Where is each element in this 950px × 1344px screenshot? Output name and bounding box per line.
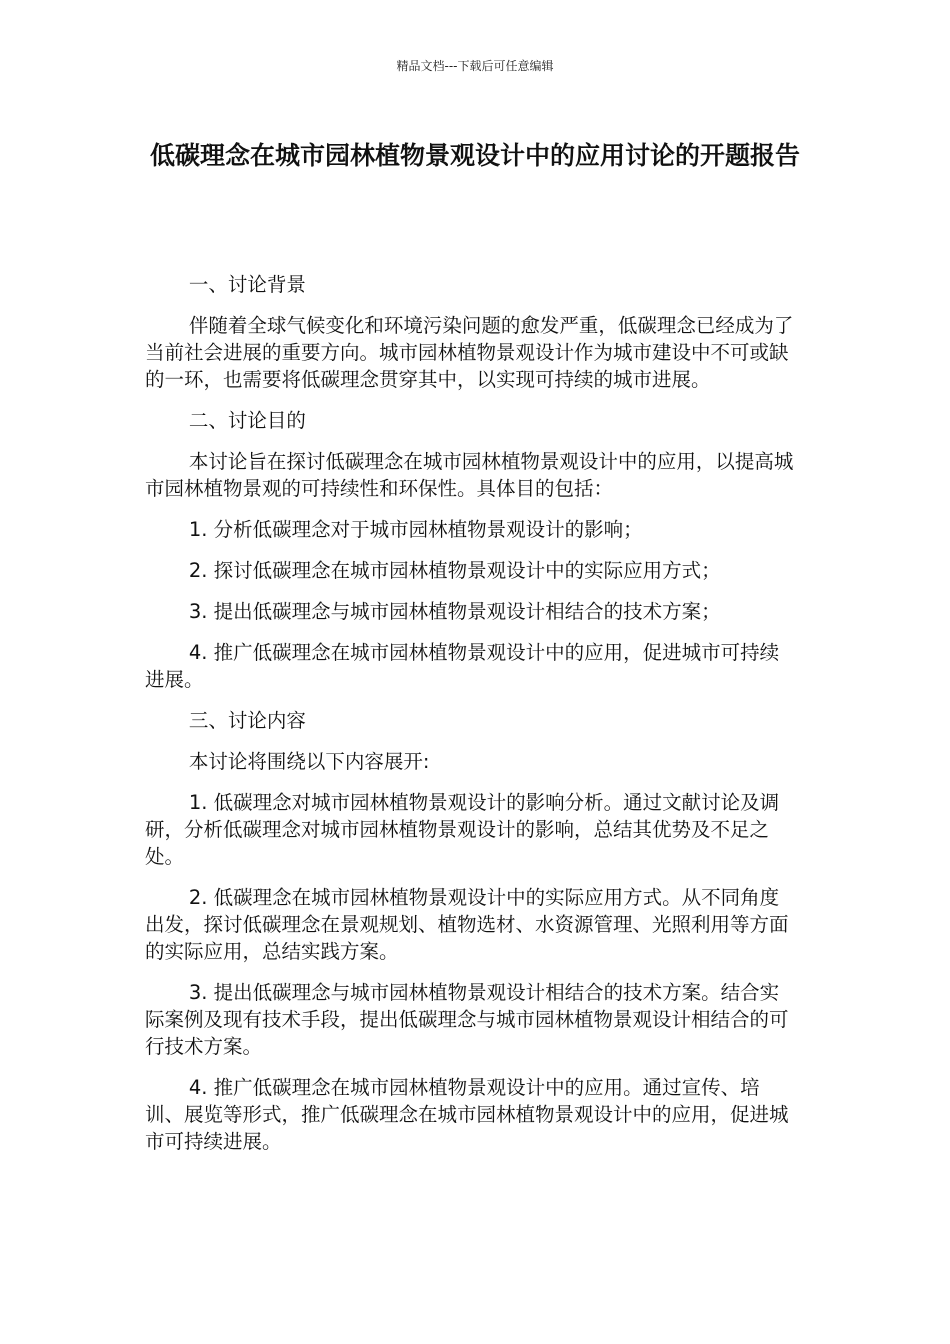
list-item-content-1: 1. 低碳理念对城市园林植物景观设计的影响分析。通过文献讨论及调研，分析低碳理念对城市园林植物景观设计的影响，总结其优势及不足之处。: [145, 791, 780, 868]
paragraph-background: 伴随着全球气候变化和环境污染问题的愈发严重，低碳理念已经成为了当前社会进展的重要方向。城市园林植物景观设计作为城市建设中不可或缺的一环，也需要将低碳理念贯穿其中，以实现可持续的城市进展。: [145, 314, 794, 391]
list-item-purpose-4: 4. 推广低碳理念在城市园林植物景观设计中的应用，促进城市可持续进展。: [145, 641, 780, 691]
document-body: [145, 271, 795, 1169]
section-heading-background: 一、讨论背景: [188, 273, 306, 296]
list-item-purpose-1: 1. 分析低碳理念对于城市园林植物景观设计的影响；: [188, 518, 643, 541]
list-item-purpose-2: 2. 探讨低碳理念在城市园林植物景观设计中的实际应用方式；: [188, 559, 721, 582]
paragraph-content-intro: 本讨论将围绕以下内容展开:: [188, 750, 430, 773]
list-item-content-4: 4. 推广低碳理念在城市园林植物景观设计中的应用。通过宣传、培训、展览等形式，推广低碳理念在城市园林植物景观设计中的应用，促进城市可持续进展。: [145, 1076, 789, 1153]
list-item-purpose-3: 3. 提出低碳理念与城市园林植物景观设计相结合的技术方案；: [188, 600, 721, 623]
section-heading-purpose: 二、讨论目的: [188, 409, 306, 432]
list-item-content-2: 2. 低碳理念在城市园林植物景观设计中的实际应用方式。从不同角度出发，探讨低碳理念在景观规划、植物选材、水资源管理、光照利用等方面的实际应用，总结实践方案。: [145, 886, 789, 963]
list-item-content-3: 3. 提出低碳理念与城市园林植物景观设计相结合的技术方案。结合实际案例及现有技术手段，提出低碳理念与城市园林植物景观设计相结合的可行技术方案。: [145, 981, 789, 1058]
page-header-note: 精品文档---下载后可任意编辑: [396, 59, 554, 73]
document-title: 低碳理念在城市园林植物景观设计中的应用讨论的开题报告: [149, 141, 800, 170]
section-heading-content: 三、讨论内容: [188, 709, 306, 732]
paragraph-purpose-intro: 本讨论旨在探讨低碳理念在城市园林植物景观设计中的应用，以提高城市园林植物景观的可持续性和环保性。具体目的包括：: [145, 450, 794, 500]
